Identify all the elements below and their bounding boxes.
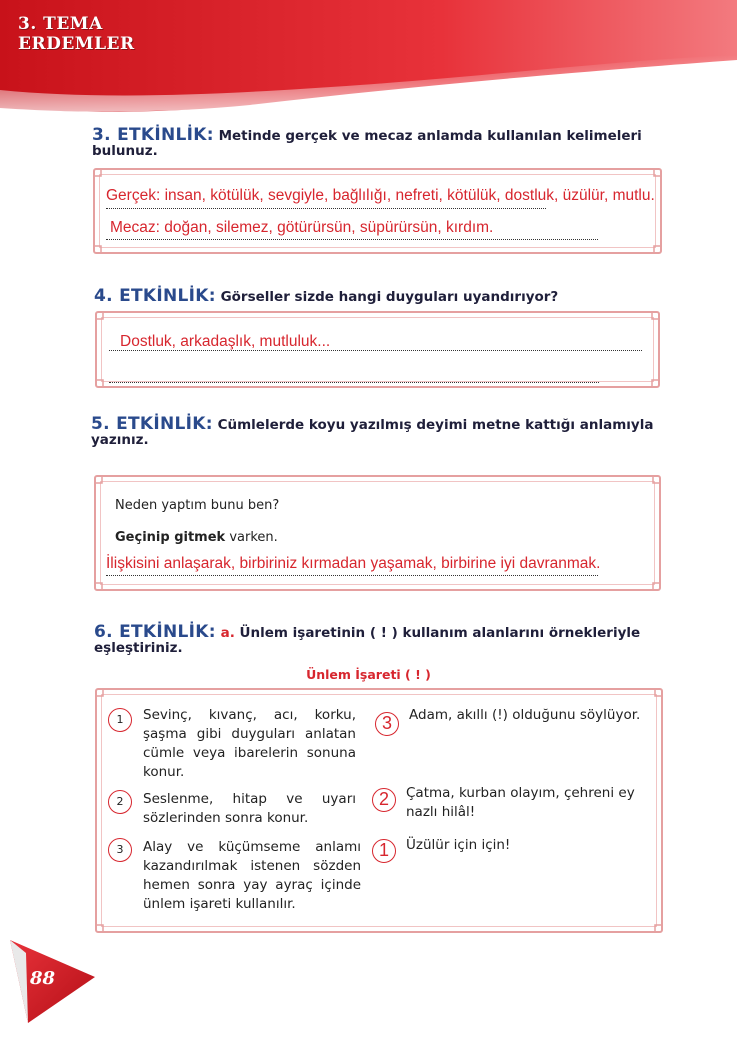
activity-5-number: 5. ETKİNLİK: <box>91 414 213 434</box>
unit-theme: ERDEMLER <box>18 34 135 54</box>
unit-number: 3. TEMA <box>18 14 103 34</box>
activity-5-sentence-2 <box>115 530 278 545</box>
activity-6-part: a. <box>220 625 235 641</box>
activity-3-answer-literal: Gerçek: insan, kötülük, sevgiyle, bağlılığı, nefreti, kötülük, dostluk, üzülür, mutlu. <box>106 187 655 204</box>
activity-6-prompt-cont: eşleştiriniz. <box>94 640 183 656</box>
right-item-text: Üzülür için için! <box>406 837 511 853</box>
activity-4-answer: Dostluk, arkadaşlık, mutluluk... <box>120 333 331 350</box>
activity-3-prompt-cont: bulunuz. <box>92 143 158 159</box>
activity-4-title <box>94 286 694 306</box>
activity-5-prompt: Cümlelerde koyu yazılmış deyimi metne kattığı anlamıyla <box>217 417 654 433</box>
exclamation-box-title: Ünlem İşareti ( ! ) <box>306 667 431 682</box>
left-item-number: 3 <box>108 838 132 862</box>
page-header <box>0 0 737 120</box>
left-item-number: 1 <box>108 708 132 732</box>
unit-label <box>18 14 135 54</box>
right-item-answer: 2 <box>372 788 396 812</box>
left-item-text: Seslenme, hitap ve uyarı sözlerinden sonra konur. <box>143 791 356 826</box>
right-item-text: Adam, akıllı (!) olduğunu söylüyor. <box>409 707 641 723</box>
activity-3-number: 3. ETKİNLİK: <box>92 125 214 145</box>
activity-3-prompt: Metinde gerçek ve mecaz anlamda kullanılan kelimeleri <box>218 128 642 144</box>
sentence-2-rest: varken. <box>225 530 278 545</box>
left-item-number: 2 <box>108 790 132 814</box>
activity-3-title <box>92 125 692 159</box>
activity-6-title <box>94 622 694 656</box>
right-item-answer: 3 <box>375 712 399 736</box>
activity-5-prompt-cont: yazınız. <box>91 432 149 448</box>
activity-5-answer: İlişkisini anlaşarak, birbiriniz kırmadan yaşamak, birbirine iyi davranmak. <box>106 555 601 572</box>
left-item-text: Alay ve küçümseme anlamı kazandırılmak istenen sözden hemen sonra yay ayraç içinde ünlem işareti kullanılır. <box>143 839 361 912</box>
activity-6-number: 6. ETKİNLİK: <box>94 622 216 642</box>
activity-5-sentence-1: Neden yaptım bunu ben? <box>115 498 280 513</box>
right-item-text: Çatma, kurban olayım, çehreni ey nazlı hilâl! <box>406 785 635 820</box>
activity-3-answer-figurative: Mecaz: doğan, silemez, götürürsün, süpürürsün, kırdım. <box>110 219 494 236</box>
activity-5-title <box>91 414 691 448</box>
activity-6-prompt: Ünlem işaretinin ( ! ) kullanım alanlarını örnekleriyle <box>239 625 641 641</box>
activity-3-answer-box <box>93 168 662 254</box>
activity-4-number: 4. ETKİNLİK: <box>94 286 216 306</box>
left-item-text: Sevinç, kıvanç, acı, korku, şaşma gibi duyguları anlatan cümle veya ibarelerin sonuna konur. <box>143 707 356 780</box>
activity-4-prompt: Görseller sizde hangi duyguları uyandırıyor? <box>220 289 559 305</box>
page-number: 88 <box>30 968 56 989</box>
idiom-bold: Geçinip gitmek <box>115 530 226 545</box>
right-item-answer: 1 <box>372 839 396 863</box>
